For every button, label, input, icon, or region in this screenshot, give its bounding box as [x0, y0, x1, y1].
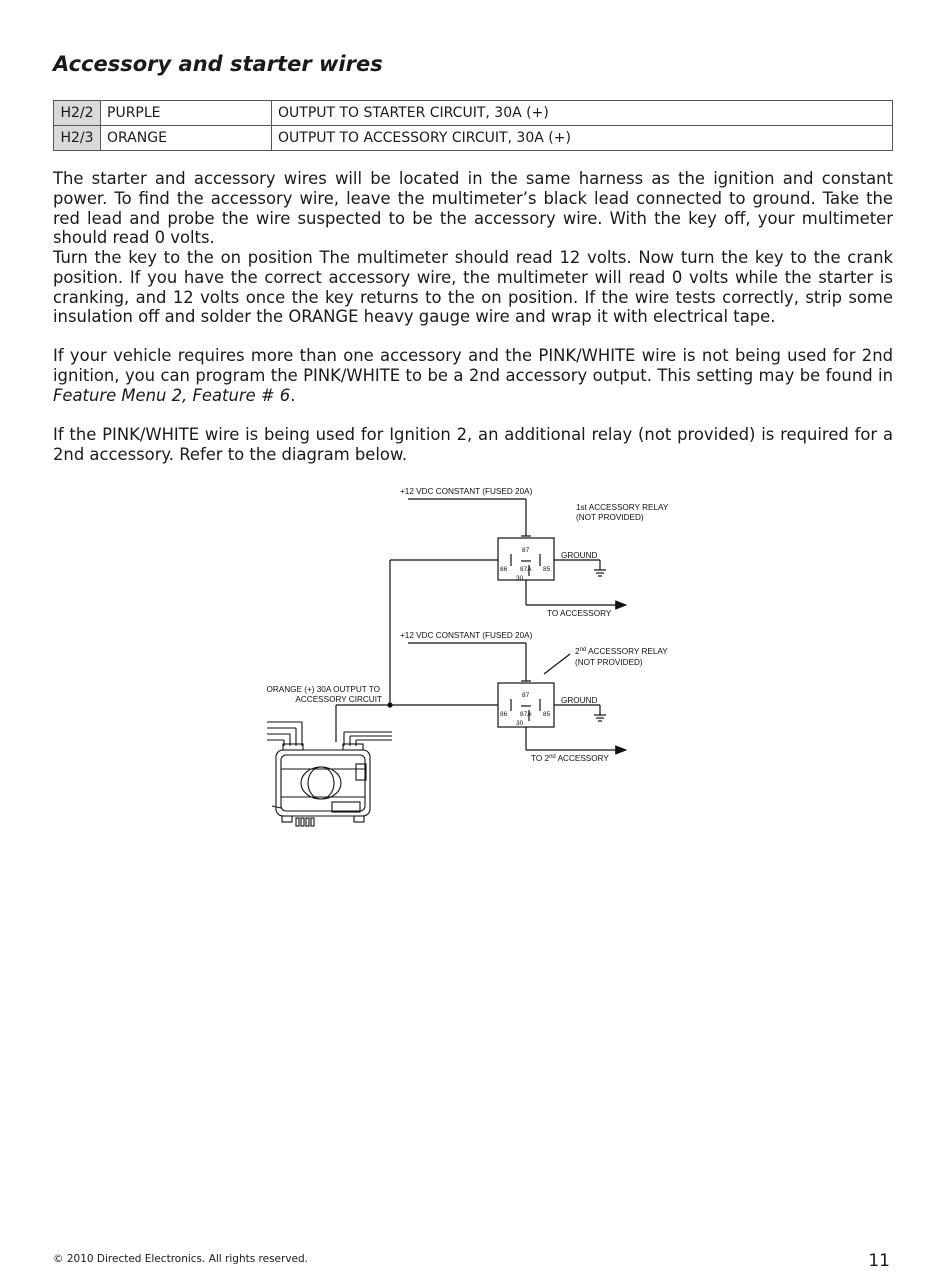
splice-dot: [387, 702, 392, 707]
wiring-diagram: [0, 470, 950, 840]
relay-2-name-sup: nd: [579, 647, 587, 653]
relay-2-body: [498, 683, 554, 727]
paragraph-locating-wires: The starter and accessory wires will be located in the same harness as the ignition and constant power. To find the accessory wire, leave the multimeter’s black lead connected to ground. Take the red lead and probe the wire suspected to be the accessory wire. With the key off, your multimeter should read 0 volts.: [53, 169, 893, 248]
wire-color-cell: ORANGE: [101, 126, 272, 151]
relay-2-pin-87a: 87A: [520, 711, 532, 718]
relay-1-power-label: +12 VDC CONSTANT (FUSED 20A): [400, 487, 533, 496]
relay-2-name: [575, 647, 668, 656]
relay-1-pin-30: 30: [516, 575, 524, 582]
table-row: [54, 126, 893, 151]
page-number: 11: [868, 1251, 890, 1271]
relay-2-pin-86: 86: [500, 711, 508, 718]
description-cell: OUTPUT TO ACCESSORY CIRCUIT, 30A (+): [272, 126, 893, 151]
relay-1-pin-85: 85: [543, 566, 551, 573]
pin-cell: H2/2: [54, 101, 101, 126]
table-row: [54, 101, 893, 126]
paragraph-text: If your vehicle requires more than one accessory and the PINK/WHITE wire is not being used for 2nd ignition, you can program the PINK/WHITE to be a 2nd accessory output. This setting may be found in: [53, 346, 893, 385]
relay-2-name-rest: ACCESSORY RELAY: [586, 647, 668, 656]
relay-2-output-sup: nd: [549, 754, 556, 760]
relay-1-note: (NOT PROVIDED): [576, 513, 644, 522]
paragraph-additional-relay: If the PINK/WHITE wire is being used for Ignition 2, an additional relay (not provided) is required for a 2nd accessory. Refer to the diagram below.: [53, 425, 893, 464]
module-output-label-2: ACCESSORY CIRCUIT: [295, 695, 382, 704]
relay-2-output-prefix: TO 2: [531, 754, 550, 763]
relay-2-power-label: +12 VDC CONSTANT (FUSED 20A): [400, 631, 533, 640]
feature-reference: Feature Menu 2, Feature # 6: [53, 385, 291, 405]
relay-1-pin-87a: 87A: [520, 566, 532, 573]
copyright: © 2010 Directed Electronics. All rights reserved.: [53, 1253, 309, 1265]
relay-2-ground-label: GROUND: [561, 696, 598, 705]
orange-output-wire: [336, 560, 390, 742]
relay-2-output-label: [531, 754, 609, 763]
paragraph-second-accessory: [53, 346, 893, 405]
pin-cell: H2/3: [54, 126, 101, 151]
page-title: Accessory and starter wires: [53, 52, 383, 76]
relay-1-pin-87: 87: [522, 547, 530, 554]
relay-2-note: (NOT PROVIDED): [575, 658, 643, 667]
wire-table: [53, 100, 893, 151]
relay-1-ground-label: GROUND: [561, 551, 598, 560]
module-output-label-1: ORANGE (+) 30A OUTPUT TO: [266, 685, 380, 694]
relay-2-pin-85: 85: [543, 711, 551, 718]
paragraph-text: .: [290, 385, 296, 405]
relay-2-output-rest: ACCESSORY: [555, 754, 609, 763]
remote-start-module: [267, 722, 392, 826]
description-cell: OUTPUT TO STARTER CIRCUIT, 30A (+): [272, 101, 893, 126]
relay-2-name-prefix: 2: [575, 647, 580, 656]
relay-1-pin-86: 86: [500, 566, 508, 573]
relay-2-pin-30: 30: [516, 720, 524, 727]
relay-2-pin-87: 87: [522, 692, 530, 699]
relay-1-name: 1st ACCESSORY RELAY: [576, 503, 669, 512]
wire-color-cell: PURPLE: [101, 101, 272, 126]
relay-1-body: [498, 538, 554, 580]
paragraph-testing-wire: Turn the key to the on position The multimeter should read 12 volts. Now turn the key to the crank position. If you have the correct accessory wire, the multimeter will read 0 volts while the starter is cranking, and 12 volts once the key returns to the on position. If the wire tests correctly, strip some insulation off and solder the ORANGE heavy gauge wire and wrap it with electrical tape.: [53, 248, 893, 327]
relay-1-output-label: TO ACCESSORY: [547, 609, 612, 618]
